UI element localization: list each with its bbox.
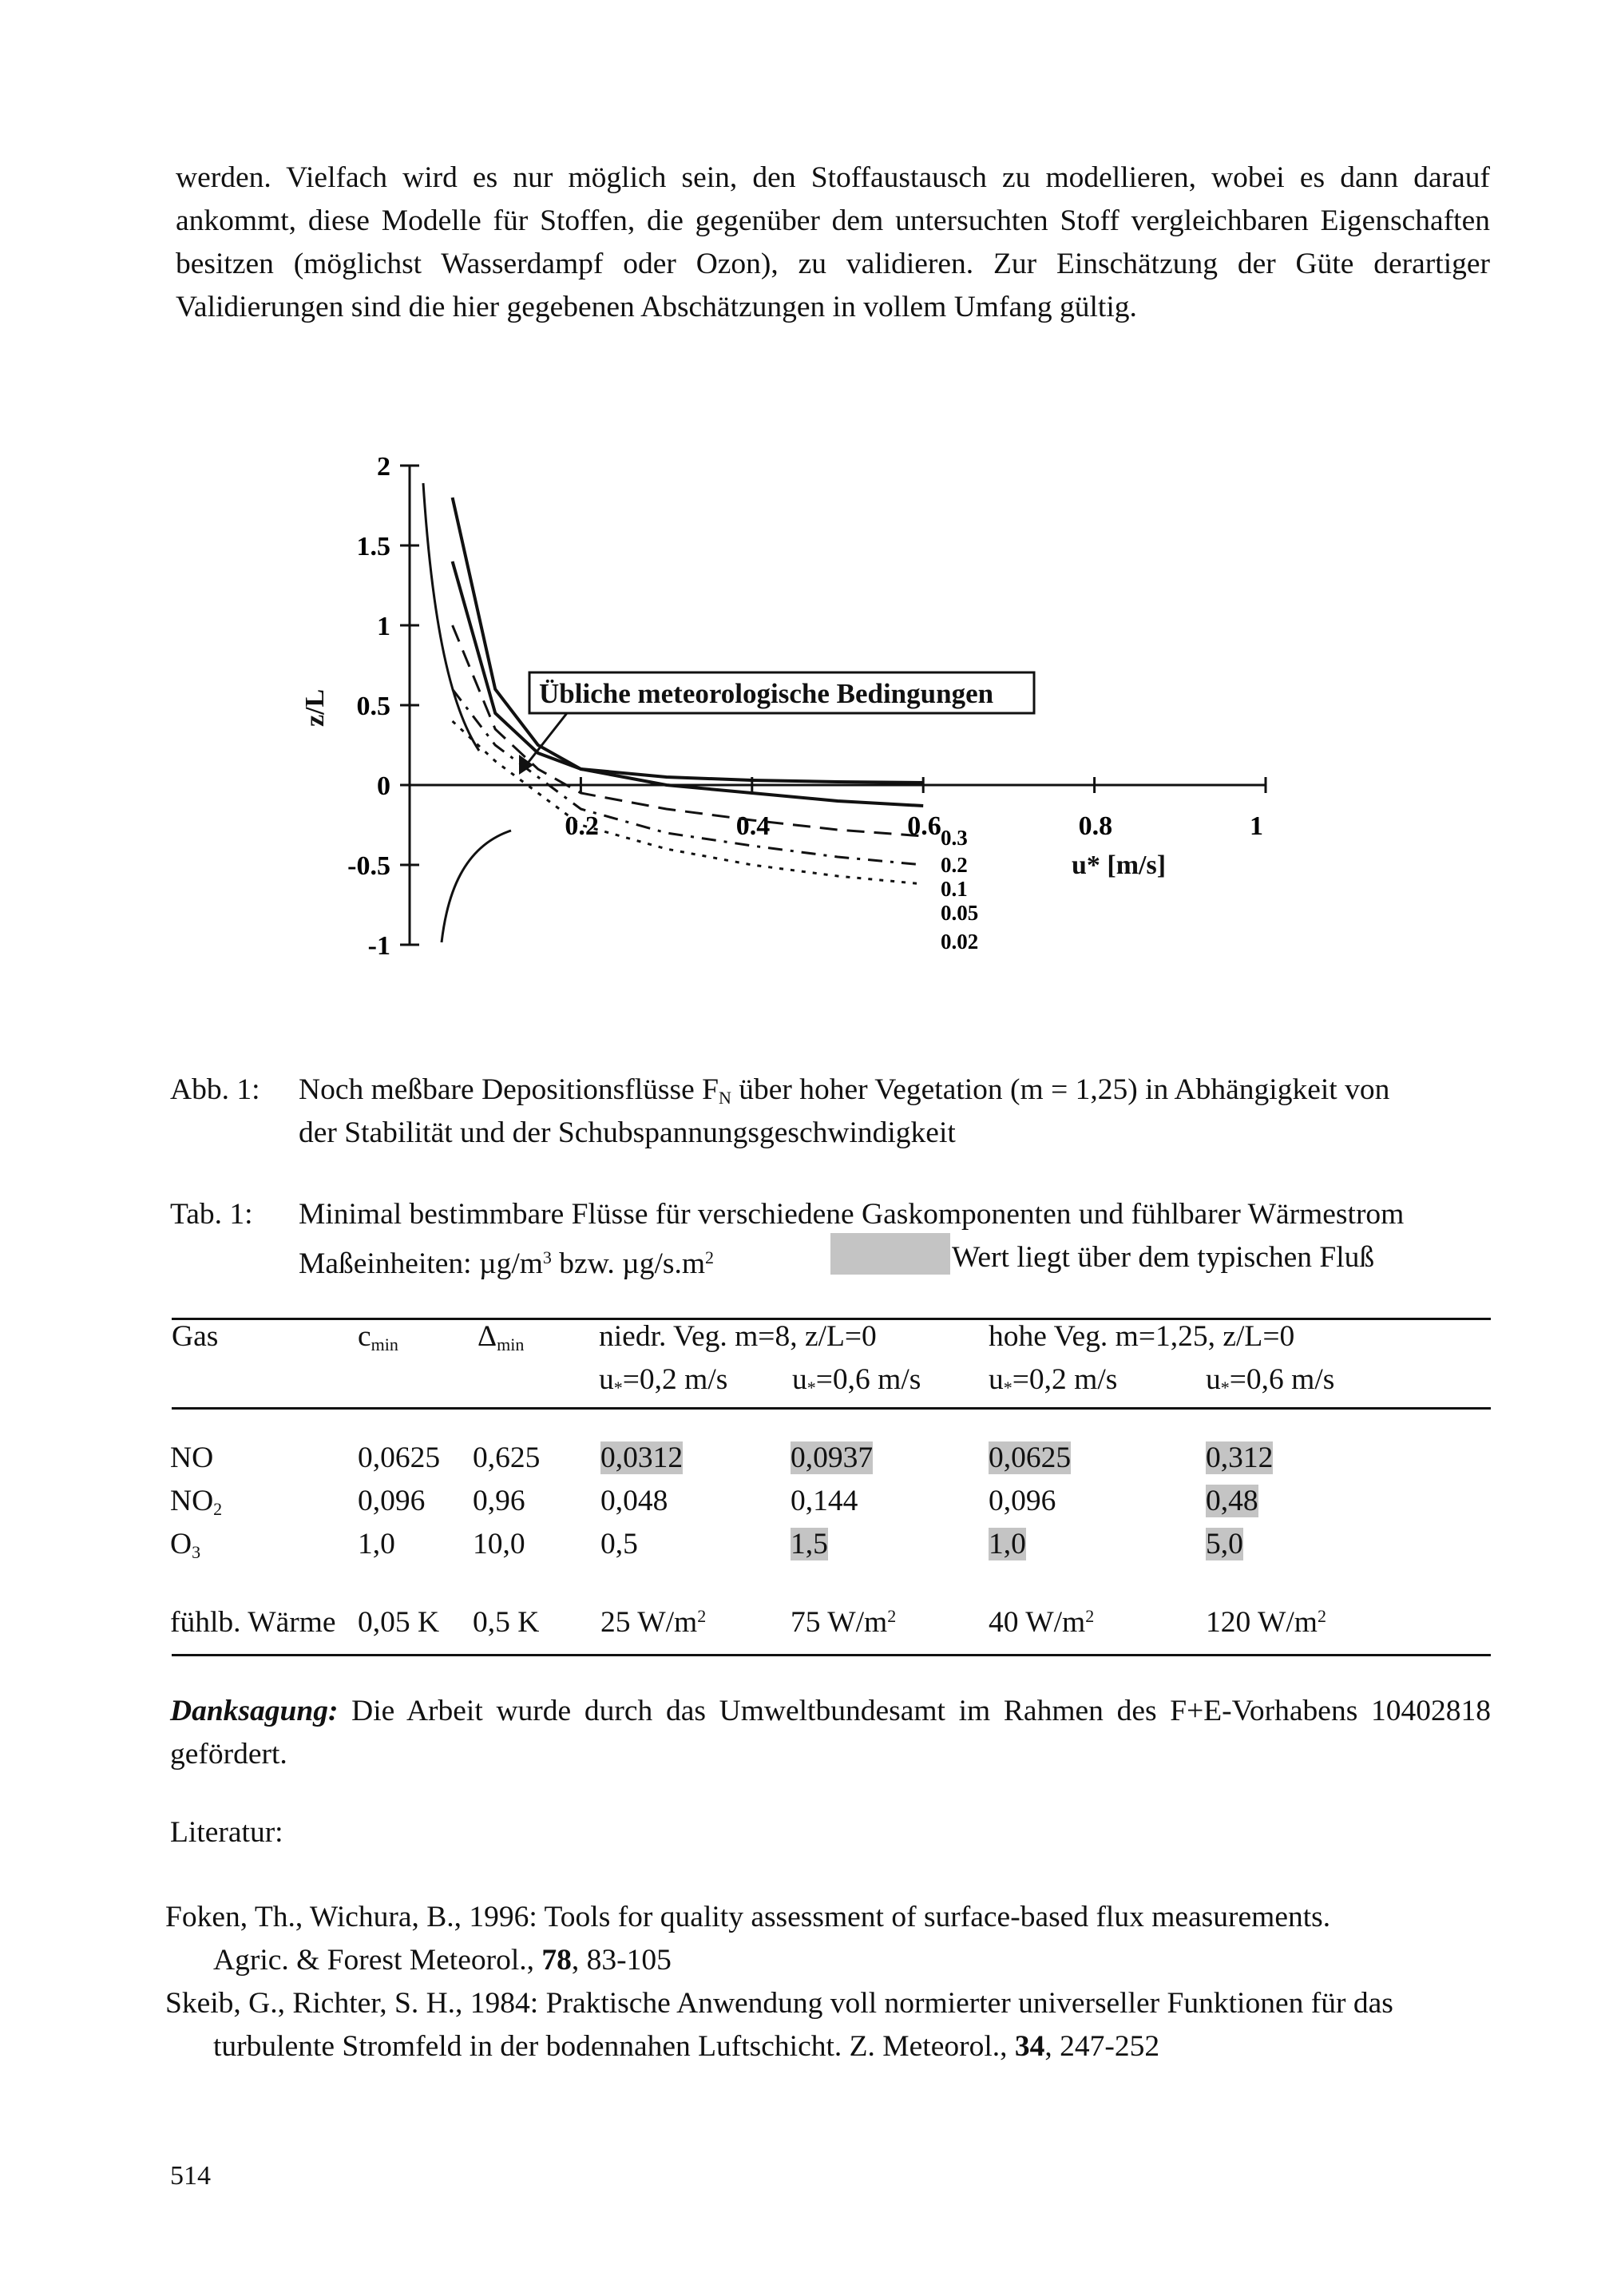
row-o3-gas: $O_3$	[170, 1528, 201, 1562]
y-tick-label: -0.5	[347, 851, 390, 881]
row-o3-dmin: 10,0	[473, 1528, 525, 1560]
series-label-0-02: 0.02	[941, 930, 979, 954]
table-header-rule	[172, 1407, 1491, 1410]
x-tick-label: 0.8	[1078, 811, 1113, 841]
row-no2-cmin: 0,096	[358, 1485, 426, 1517]
y-tick-label: 0.5	[356, 692, 390, 721]
row-o3-v2: 1,5	[791, 1528, 828, 1560]
x-tick-label: 0.2	[565, 811, 599, 841]
row-no2-v4: 0,48	[1206, 1485, 1258, 1517]
row-heat-dmin: 0,5 K	[473, 1606, 540, 1639]
row-heat-v3: 40 $W/m^2$	[989, 1606, 1095, 1639]
row-heat-v1: 25 $W/m^2$	[600, 1606, 707, 1639]
row-no2-dmin: 0,96	[473, 1485, 525, 1517]
th-high-veg: hohe Veg. m=1,25, z/L=0	[989, 1320, 1295, 1353]
figure-caption-label: Abb. 1:	[170, 1073, 260, 1106]
th-high-u02: $u_*=0,2$ m/s	[989, 1363, 1118, 1398]
row-o3-v1: 0,5	[600, 1528, 638, 1560]
series-line-0-1	[453, 625, 924, 836]
acknowledgment: Danksagung: Die Arbeit wurde durch das Umweltbundesamt im Rahmen des F+E-Vorhabens 10402818 gefördert.	[170, 1695, 1491, 1771]
y-tick-label: 2	[377, 452, 390, 482]
row-no2-v2: 0,144	[791, 1485, 858, 1517]
intro-paragraph: werden. Vielfach wird es nur möglich sein, den Stoffaustausch zu modellieren, wobei es dann darauf ankommt, diese Modelle für Stoffen, die gegenüber dem untersuchten Stoff vergleichbaren Eigenschaften besitzen (möglichst Wasserdampf oder Ozon), zu validieren. Zur Einschätzung der Güte derartiger Validierungen sind die hier gegebenen Abschätzungen in vollem Umfang gültig.	[176, 161, 1490, 323]
y-tick-label: -1	[367, 931, 390, 961]
legend-swatch	[830, 1233, 950, 1275]
series-label-0-2: 0.2	[941, 853, 968, 877]
table-caption-units: Maßeinheiten: $\mu g/m^3$ bzw. $\mu g/s.m^2$	[299, 1247, 714, 1280]
th-low-u02: $u_*=0,2$ m/s	[599, 1363, 728, 1398]
x-tick-label: 0.6	[907, 811, 941, 841]
row-o3-cmin: 1,0	[358, 1528, 395, 1560]
literature-heading: Literatur:	[170, 1816, 283, 1849]
annotation-text: Übliche meteorologische Bedingungen	[539, 678, 994, 709]
th-cmin: $c_{min}$	[358, 1320, 398, 1354]
table-bottom-rule	[172, 1654, 1491, 1656]
reference-1: Foken, Th., Wichura, B., 1996: Tools for quality assessment of surface-based flux measurements. Agric. & Forest Meteorol., 78, 83-105	[165, 1901, 1331, 1977]
th-low-veg: niedr. Veg. m=8, z/L=0	[599, 1320, 877, 1353]
left-branch-upper	[423, 483, 479, 751]
th-gas: Gas	[172, 1320, 219, 1353]
y-axis-label: z/L	[300, 688, 330, 727]
reference-2: Skeib, G., Richter, S. H., 1984: Praktische Anwendung voll normierter universeller Funktionen für das turbulente Stromfeld in der bodennahen Luftschicht. Z. Meteorol., 34, 247-252	[165, 1987, 1393, 2063]
row-no-v1: 0,0312	[600, 1441, 684, 1474]
row-no2-v1: 0,048	[600, 1485, 668, 1517]
row-o3-v4: 5,0	[1206, 1528, 1243, 1560]
row-o3-v3: 1,0	[989, 1528, 1026, 1560]
y-tick-label: 1.5	[356, 532, 390, 561]
table-caption-line1: Minimal bestimmbare Flüsse für verschiedene Gaskomponenten und fühlbarer Wärmestrom	[299, 1198, 1405, 1231]
figure-caption-line1: Noch meßbare Depositionsflüsse $F_N$ über hoher Vegetation (m = 1,25) in Abhängigkeit von	[299, 1073, 1390, 1108]
row-heat-cmin: 0,05 K	[358, 1606, 440, 1639]
row-no-v4: 0,312	[1206, 1441, 1274, 1474]
figure-chart	[0, 0, 1597, 1006]
series-label-0-1: 0.1	[941, 877, 968, 901]
table-caption-legend: Wert liegt über dem typischen Fluß	[952, 1241, 1375, 1274]
row-no-cmin: 0,0625	[358, 1441, 441, 1474]
row-no-dmin: 0,625	[473, 1441, 541, 1474]
th-dmin: $\Delta_{min}$	[478, 1320, 525, 1354]
y-tick-label: 1	[377, 612, 390, 641]
series-label-0-3: 0.3	[941, 826, 968, 850]
row-no2-v3: 0,096	[989, 1485, 1056, 1517]
row-no-gas: NO	[170, 1441, 214, 1474]
x-axis-label: u* [m/s]	[1072, 851, 1167, 880]
figure-caption-line2: der Stabilität und der Schubspannungsgeschwindigkeit	[299, 1116, 956, 1149]
x-tick-label: 1	[1250, 811, 1263, 841]
page-number: 514	[170, 2161, 211, 2191]
table-caption-label: Tab. 1:	[170, 1198, 253, 1231]
x-tick-label: 0.4	[735, 811, 771, 841]
y-tick-label: 0	[377, 771, 390, 801]
left-branch-lower	[442, 831, 511, 942]
row-no2-gas: $NO_2$	[170, 1485, 223, 1519]
row-heat-label: fühlb. Wärme	[170, 1606, 336, 1639]
row-no-v2: 0,0937	[791, 1441, 874, 1474]
th-low-u06: $u_*=0,6$ m/s	[792, 1363, 921, 1398]
row-heat-v2: 75 $W/m^2$	[791, 1606, 897, 1639]
row-heat-v4: 120 $W/m^2$	[1206, 1606, 1326, 1639]
series-label-0-05: 0.05	[941, 901, 979, 925]
row-no-v3: 0,0625	[989, 1441, 1072, 1474]
th-high-u06: $u_*=0,6$ m/s	[1206, 1363, 1335, 1398]
